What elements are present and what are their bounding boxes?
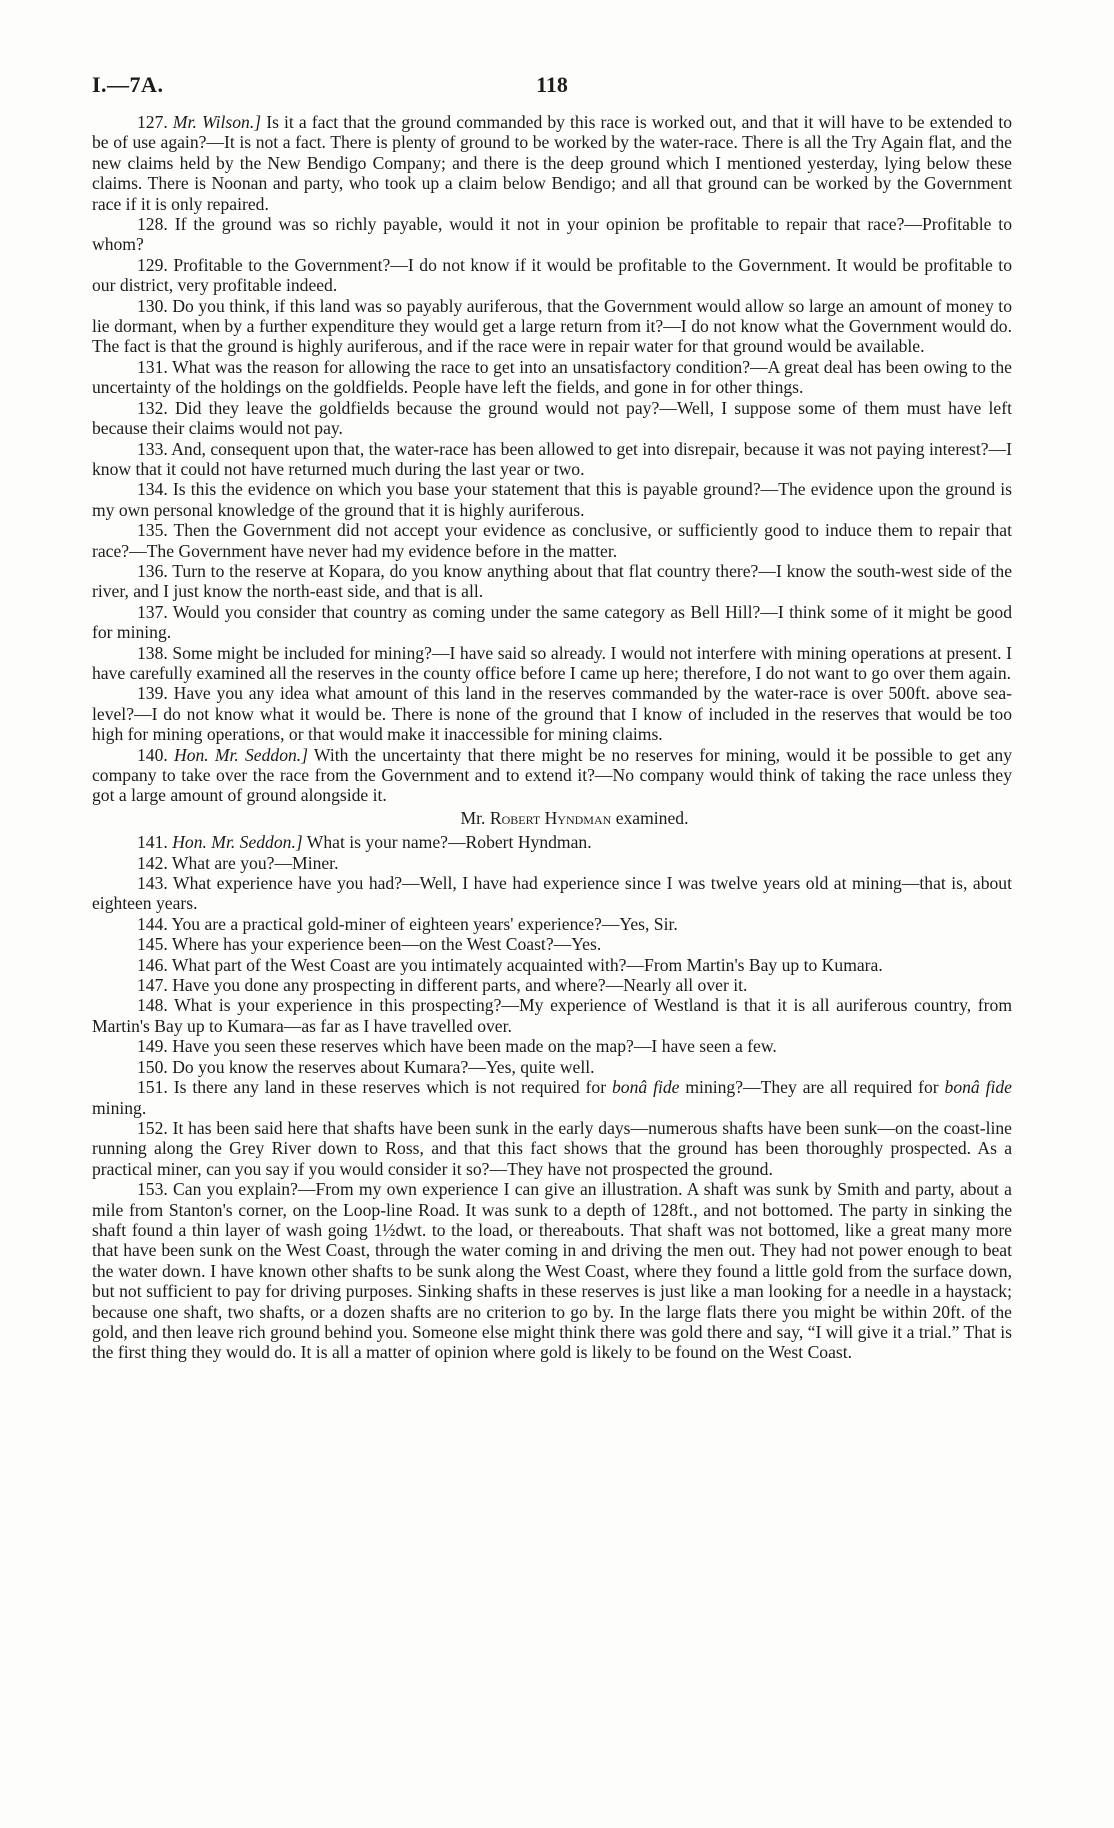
question-text: What is your name?—Robert Hyndman.: [302, 832, 592, 853]
question-text: If the ground was so richly payable, would it not in your opinion be profitable to repair that race?—Profitable to whom?: [92, 214, 1012, 255]
question-text: Then the Government did not accept your evidence as conclusive, or sufficiently good to induce them to repair that race?—The Government have never had my evidence before in the matter.: [92, 520, 1012, 561]
question-text: Would you consider that country as coming under the same category as Bell Hill?—I think some of it might be good for mining.: [92, 601, 1012, 643]
question-text: What experience have you had?—Well, I have had experience since I was twelve years old at mining—that is, about eighteen years.: [92, 873, 1012, 914]
question-paragraph: [92, 934, 1012, 954]
italic-term: bonâ fide: [611, 1077, 680, 1098]
page-number: 118: [536, 72, 568, 97]
question-number: 142.: [137, 852, 168, 873]
question-paragraph: [92, 832, 1012, 852]
question-text: Is it a fact that the ground commanded by this race is worked out, and that it will have to be extended to be of use again?—It is not a fact. There is plenty of ground to be worked by the water-race. There is all the Try Again flat, and the new claims held by the New Bendigo Company; and there is the deep ground which I mentioned yesterday, lying below these claims. There is Noonan and party, who took up a claim below Bendigo; and all that ground can be worked by the Government race if it is only repaired.: [92, 112, 1013, 214]
question-text: With the uncertainty that there might be no reserves for mining, would it be possible to get any company to take over the race from the Government and to extend it?—No company would think of taking the race unless they got a large amount of ground alongside it.: [92, 744, 1012, 806]
question-text: What is your experience in this prospecting?—My experience of Westland is that it is all auriferous country, from Martin's Bay up to Kumara—as far as I have travelled over.: [92, 995, 1012, 1036]
question-text: Some might be included for mining?—I have said so already. I would not interfere with mining operations at present. I have carefully examined all the reserves in the county office before I came up here; therefore, I do not want to go over them again.: [92, 642, 1012, 683]
question-paragraph: [92, 561, 1012, 602]
question-number: 133.: [137, 438, 168, 459]
question-number: 137.: [137, 601, 168, 622]
question-number: 147.: [137, 975, 168, 996]
text-segment: mining.: [92, 1097, 147, 1118]
question-paragraph: [92, 296, 1012, 357]
question-number: 145.: [137, 934, 168, 955]
question-number: 138.: [137, 642, 168, 663]
question-paragraph: [92, 1118, 1012, 1179]
question-text: What was the reason for allowing the race to get into an unsatisfactory condition?—A great deal has been owing to the uncertainty of the holdings on the goldfields. People have left the fields, and gone in for other things.: [92, 356, 1012, 398]
italic-term: bonâ fide: [944, 1077, 1012, 1098]
question-text: Where has your experience been—on the West Coast?—Yes.: [167, 934, 602, 955]
question-number: 140.: [137, 744, 168, 765]
question-paragraph: [92, 439, 1012, 480]
question-paragraph: [92, 975, 1012, 995]
question-number: 152.: [137, 1117, 168, 1138]
text-segment: mining?—They are all required for: [679, 1077, 945, 1098]
question-paragraph: [92, 955, 1012, 975]
question-text: Have you done any prospecting in different parts, and where?—Nearly all over it.: [167, 975, 748, 996]
question-number: 136.: [137, 560, 168, 581]
question-paragraph: [92, 479, 1012, 520]
question-text: Can you explain?—From my own experience I can give an illustration. A shaft was sunk by Smith and party, about a mile from Stanton's corner, on the Loop-line Road. It was sunk to a depth of 128ft., and not bottomed. The party in sinking the shaft found a thin layer of wash going 1½dwt. to the load, or thereabouts. That shaft was not bottomed, like a great many more that have been sunk on the West Coast, through the water coming in and driving the men out. They had not power enough to beat the water down. I have known other shafts to be sunk along the West Coast, where they found a little gold from the surface down, but not sufficient to pay for driving purposes. Sinking shafts in these reserves is just like a man looking for a needle in a haystack; because one shaft, two shafts, or a dozen shafts are no criterion to go by. In the large flats there you might be within 20ft. of the gold, and then leave rich ground behind you. Someone else might think there was gold there and say, “I will give it a trial.” That is the first thing they would do. It is all a matter of opinion where gold is likely to be found on the West Coast.: [92, 1179, 1012, 1363]
question-number: 149.: [137, 1036, 168, 1057]
testimony-block-hyndman-continued: [92, 1118, 1012, 1363]
question-text: And, consequent upon that, the water-race has been allowed to get into disrepair, because it was not paying interest?—I know that it could not have returned much during the last year or two.: [92, 438, 1012, 479]
question-paragraph: [92, 853, 1012, 873]
question-paragraph: [92, 643, 1012, 684]
question-text: What part of the West Coast are you intimately acquainted with?—From Martin's Bay up to Kumara.: [167, 954, 883, 975]
question-number: 141.: [137, 832, 168, 853]
speaker-name: Hon. Mr. Seddon.]: [172, 832, 303, 853]
question-number: 148.: [137, 995, 168, 1016]
question-number: 146.: [137, 954, 168, 975]
question-number: 135.: [137, 520, 168, 541]
question-number: 131.: [137, 356, 168, 377]
question-paragraph-151: [92, 1077, 1012, 1118]
question-paragraph: [92, 398, 1012, 439]
witness-heading: [92, 808, 1012, 828]
question-number: 144.: [137, 913, 168, 934]
question-text: Have you any idea what amount of this land in the reserves commanded by the water-race is over 500ft. above sea-level?—I do not know what it would be. There is none of the ground that I know of included in the reserves that would be too high for mining operations, or that would make it inaccessible for mining claims.: [92, 683, 1012, 745]
question-number: 129.: [137, 254, 168, 275]
question-paragraph: [92, 214, 1012, 255]
question-number: 143.: [137, 873, 168, 894]
question-number: 150.: [137, 1056, 168, 1077]
page-header: [92, 72, 1012, 106]
question-number: 139.: [137, 683, 168, 704]
question-number: 153.: [137, 1179, 168, 1200]
page-body: [92, 112, 1012, 1363]
question-paragraph: [92, 357, 1012, 398]
question-paragraph: [92, 255, 1012, 296]
document-reference: I.—7A.: [92, 72, 164, 97]
speaker-name: Hon. Mr. Seddon.]: [173, 744, 309, 765]
question-text: Profitable to the Government?—I do not know if it would be profitable to the Government. It would be profitable to our district, very profitable indeed.: [92, 254, 1012, 296]
question-paragraph: [92, 995, 1012, 1036]
testimony-block-hyndman: [92, 832, 1012, 1077]
question-text: It has been said here that shafts have been sunk in the early days—numerous shafts have been sunk—on the coast-line running along the Grey River down to Ross, and that this fact shows that the ground has been thoroughly prospected. As a practical miner, can you say if you would consider it so?—They have not prospected the ground.: [92, 1117, 1012, 1179]
question-number: 132.: [137, 397, 168, 418]
question-text: Turn to the reserve at Kopara, do you know anything about that flat country there?—I know the south-west side of the river, and I just know the north-east side, and that is all.: [92, 560, 1012, 602]
speaker-name: Mr. Wilson.]: [172, 112, 262, 132]
question-number: 130.: [137, 295, 168, 316]
question-paragraph: [92, 745, 1012, 806]
witness-name: Robert Hyndman: [489, 807, 612, 828]
heading-suffix: examined.: [611, 807, 689, 828]
question-number: 127.: [137, 112, 168, 132]
question-text: What are you?—Miner.: [167, 852, 339, 873]
question-paragraph: [92, 914, 1012, 934]
heading-prefix: Mr.: [460, 807, 490, 828]
question-number: 134.: [137, 479, 168, 500]
question-paragraph: [92, 873, 1012, 914]
question-text: Do you think, if this land was so payably auriferous, that the Government would allow so large an amount of money to lie dormant, when by a further expenditure they would get a large return from it?—I do not know what the Government would do. The fact is that the ground is highly auriferous, and if the race were in repair water for that ground would be available.: [92, 295, 1012, 357]
question-paragraph: [92, 683, 1012, 744]
question-paragraph: [92, 602, 1012, 643]
question-text: Is this the evidence on which you base your statement that this is payable ground?—The evidence upon the ground is my own personal knowledge of the ground that it is highly auriferous.: [92, 479, 1012, 520]
question-paragraph: [92, 112, 1012, 214]
question-paragraph: [92, 1057, 1012, 1077]
question-text: Did they leave the goldfields because the ground would not pay?—Well, I suppose some of them must have left because their claims would not pay.: [92, 397, 1012, 439]
question-paragraph: [92, 1179, 1012, 1363]
question-text: You are a practical gold-miner of eighteen years' experience?—Yes, Sir.: [167, 913, 678, 934]
testimony-block-wilson-seddon: [92, 112, 1012, 806]
question-text: Have you seen these reserves which have been made on the map?—I have seen a few.: [167, 1036, 777, 1057]
question-paragraph: [92, 520, 1012, 561]
question-number: 151.: [137, 1077, 168, 1098]
question-text: Do you know the reserves about Kumara?—Yes, quite well.: [167, 1056, 595, 1077]
question-number: 128.: [137, 214, 168, 235]
text-segment: Is there any land in these reserves which is not required for: [167, 1077, 612, 1098]
question-paragraph: [92, 1036, 1012, 1056]
